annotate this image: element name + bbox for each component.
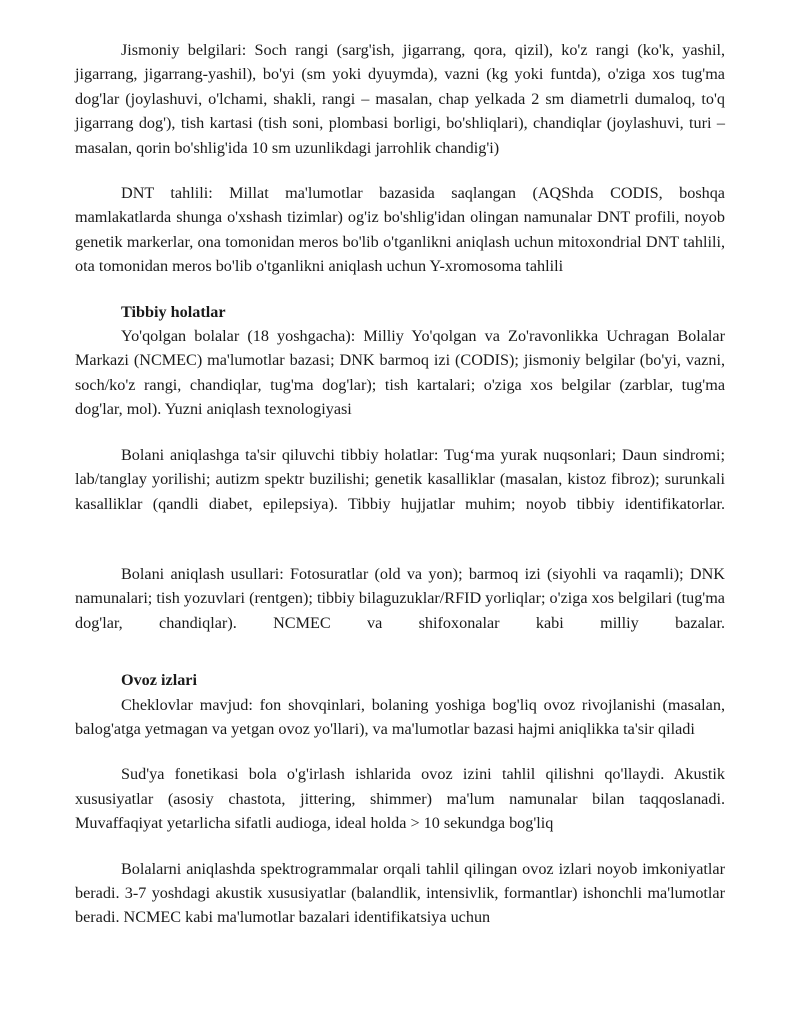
document-page [75,38,725,930]
paragraph-spectrograms: Bolalarni aniqlashda spektrogrammalar orqali tahlil qilingan ovoz izlari noyob imkoniyatlar beradi. 3-7 yoshdagi akustik xususiyatlar (balandlik, intensivlik, formantlar) ishonchli ma'lumotlar beradi. NCMEC kabi ma'lumotlar bazalari identifikatsiya uchun [75,859,725,927]
paragraph-gap [75,160,725,181]
paragraph-gap [75,741,725,762]
paragraph-gap [75,516,725,562]
paragraph-gap [75,422,725,443]
paragraph-forensic-phonetics: Sud'ya fonetikasi bola o'g'irlash ishlarida ovoz izini tahlil qilishni qo'llaydi. Akustik xususiyatlar (asosiy chastota, jittering, shimmer) ma'lum namunalar bilan taqqoslanadi. Muvaffaqiyat yetarlicha sifatli audioga, ideal holda > 10 sekundga bog'liq [75,765,725,833]
heading-medical-conditions: Tibbiy holatlar [121,302,226,321]
paragraph-gap [75,836,725,857]
paragraph-physical-traits: Jismoniy belgilari: Soch rangi (sarg'ish, jigarrang, qora, qizil), ko'z rangi (ko'k, yashil, jigarrang, jigarrang-yashil), bo'yi (sm yoki dyuymda), vazni (kg yoki funtda), o'ziga xos tug'ma dog'lar (joylashuvi, o'lchami, shakli, rangi – masalan, chap yelkada 2 sm diametrli dumaloq, to'q jigarrang dog'), tish kartasi (tish soni, plombasi borligi, bo'shliqlari), chandiqlar (joylashuvi, turi – masalan, qorin bo'shlig'ida 10 sm uzunlikdagi jarrohlik chandig'i) [75,41,725,157]
paragraph-identification-methods: Bolani aniqlash usullari: Fotosuratlar (old va yon); barmoq izi (siyohli va raqamli); DNK namunalari; tish yozuvlari (rentgen); tibbiy bilaguzuklar/RFID yorliqlar; o'ziga xos belgilari (tug'ma dog'lar, chandiqlar). NCMEC va shifoxonalar kabi milliy bazalar. [75,564,725,632]
paragraph-medical-factors: Bolani aniqlashga ta'sir qiluvchi tibbiy holatlar: Tug‘ma yurak nuqsonlari; Daun sindromi; lab/tanglay yorilishi; autizm spektr buzilishi; genetik kasalliklar (masalan, kistoz fibroz); surunkali kasalliklar (qandli diabet, epilepsiya). Tibbiy hujjatlar muhim; noyob tibbiy identifikatorlar. [75,445,725,513]
paragraph-gap [75,279,725,300]
paragraph-missing-children: Yo'qolgan bolalar (18 yoshgacha): Milliy Yo'qolgan va Zo'ravonlikka Uchragan Bolalar Markazi (NCMEC) ma'lumotlar bazasi; DNK barmoq izi (CODIS); jismoniy belgilar (bo'yi, vazni, soch/ko'z rangi, chandiqlar, tug'ma dog'lar); tish kartalari; o'ziga xos belgilar (zarblar, tug'ma dog'lar, mol). Yuzni aniqlash texnologiyasi [75,327,725,419]
paragraph-dna-analysis: DNT tahlili: Millat ma'lumotlar bazasida saqlangan (AQShda CODIS, boshqa mamlakatlarda shunga o'xshash tizimlar) og'iz bo'shlig'idan olingan namunalar DNT profili, noyob genetik markerlar, ona tomonidan meros bo'lib o'tganlikni aniqlash uchun mitoxondrial DNT tahlili, ota tomonidan meros bo'lib o'tganlikni aniqlash uchun Y-xromosoma tahlili [75,184,725,276]
heading-voice-prints: Ovoz izlari [121,671,197,690]
paragraph-gap [75,635,725,668]
paragraph-limitations: Cheklovlar mavjud: fon shovqinlari, bolaning yoshiga bog'liq ovoz rivojlanishi (masalan, balog'atga yetmagan va yetgan ovoz yo'llari), va ma'lumotlar bazasi hajmi aniqlikka ta'sir qiladi [75,695,725,738]
